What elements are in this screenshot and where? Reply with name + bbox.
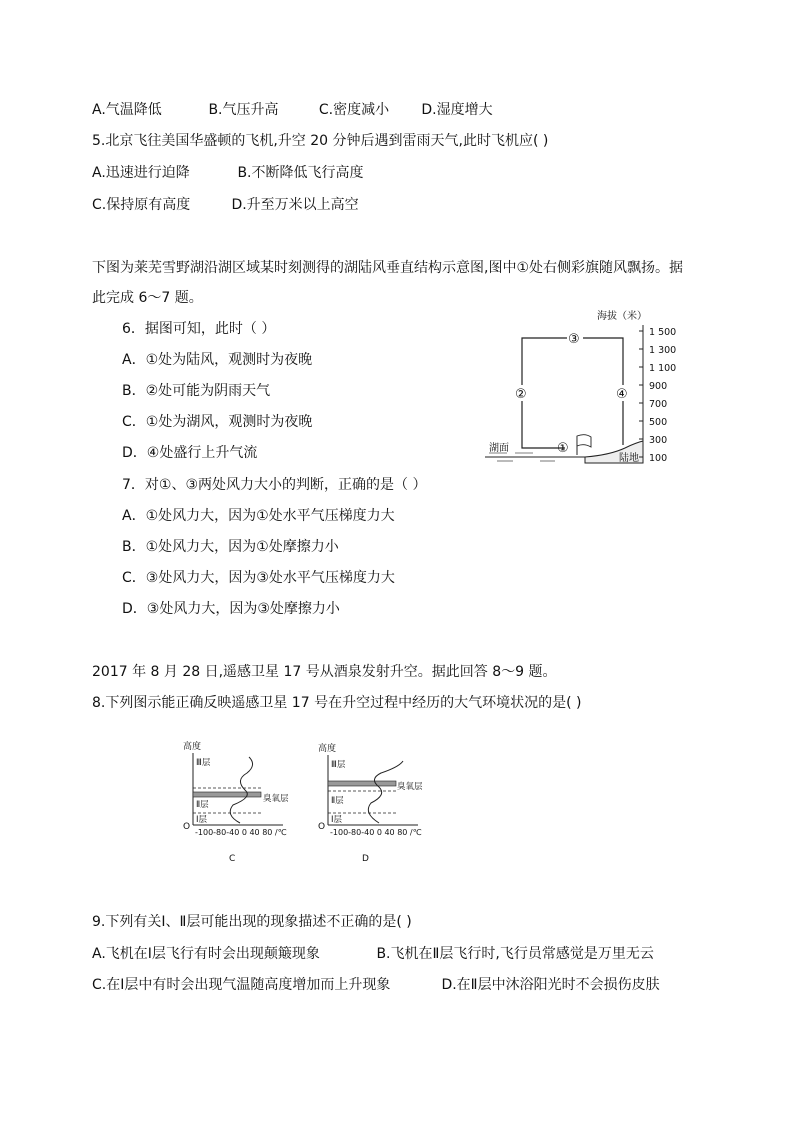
diagram-d (318, 742, 423, 864)
c-layer3: Ⅲ层 (196, 758, 211, 768)
q4-options (92, 100, 493, 120)
q8-stem: 8.下列图示能正确反映遥感卫星 17 号在升空过程中经历的大气环境状况的是( ) (92, 695, 582, 711)
q5-option-b: B.不断降低飞行高度 (237, 165, 364, 181)
tick-300: 300 (649, 435, 668, 446)
q9-option-a: A.飞机在Ⅰ层飞行有时会出现颠簸现象 (92, 946, 320, 962)
c-ozone-band (193, 792, 261, 797)
q9-option-d: D.在Ⅱ层中沐浴阳光时不会损伤皮肤 (441, 977, 660, 993)
d-x-ticks: -100-80-40 0 40 80 /℃ (330, 828, 422, 837)
q7-option-a: A．①处风力大，因为①处水平气压梯度力大 (122, 508, 395, 524)
tick-100: 100 (649, 453, 668, 464)
d-origin: O (318, 822, 326, 832)
q9-option-c: C.在Ⅰ层中有时会出现气温随高度增加而上升现象 (92, 977, 391, 993)
d-ozone-label: 臭氧层 (397, 782, 423, 792)
q5-option-d: D.升至万米以上高空 (231, 197, 359, 213)
c-ozone-label: 臭氧层 (263, 794, 289, 804)
intro-6-7-line1: 下图为莱芜雪野湖沿湖区域某时刻测得的湖陆风垂直结构示意图,图中①处右侧彩旗随风飘扬。据 (92, 260, 683, 276)
d-temperature-curve (368, 761, 403, 823)
q6-option-c: C．①处为湖风，观测时为夜晚 (122, 414, 313, 430)
d-layer2: Ⅱ层 (331, 796, 344, 806)
q5-stem: 5.北京飞往美国华盛顿的飞机,升空 20 分钟后遇到雷雨天气,此时飞机应( ) (92, 133, 549, 149)
q4-option-b: B.气压升高 (208, 102, 279, 118)
q7-option-d: D．③处风力大，因为③处摩擦力小 (122, 601, 340, 617)
d-layer1: Ⅰ层 (331, 815, 343, 825)
diagram-c (183, 740, 289, 864)
altitude-ticks (639, 331, 643, 457)
d-layer3: Ⅲ层 (331, 760, 346, 770)
c-origin: O (183, 822, 191, 832)
lake-land-breeze-diagram (485, 305, 695, 470)
tick-1300: 1 300 (649, 345, 677, 356)
q5-options-row2 (92, 195, 359, 215)
lake-label: 湖面 (489, 443, 509, 454)
atmosphere-diagrams (175, 735, 445, 870)
c-layer2: Ⅱ层 (196, 800, 209, 810)
q6-option-a: A．①处为陆风，观测时为夜晚 (122, 352, 313, 368)
q9-options-row2 (92, 975, 660, 995)
q6-option-d: D．④处盛行上升气流 (122, 445, 258, 461)
q4-option-d: D.湿度增大 (421, 102, 493, 118)
tick-500: 500 (649, 417, 668, 428)
q7-stem: 7．对①、③两处风力大小的判断，正确的是（ ） (122, 477, 427, 493)
altitude-axis-title: 海拔（米） (597, 311, 647, 322)
tick-1100: 1 100 (649, 363, 677, 374)
d-ozone-band (328, 781, 396, 786)
q4-option-c: C.密度减小 (318, 102, 390, 118)
q5-option-a: A.迅速进行迫降 (92, 165, 190, 181)
c-y-label: 高度 (183, 742, 202, 752)
marker-2: ② (515, 387, 527, 402)
land-label: 陆地 (619, 453, 639, 464)
marker-1: ① (557, 441, 569, 456)
c-layer1: Ⅰ层 (196, 815, 208, 825)
q5-option-c: C.保持原有高度 (92, 197, 191, 213)
circulation-loop (522, 338, 623, 448)
q9-option-b: B.飞机在Ⅱ层飞行时,飞行员常感觉是万里无云 (376, 946, 654, 962)
flag-icon (577, 435, 591, 447)
caption-c: C (229, 854, 236, 864)
c-x-ticks: -100-80-40 0 40 80 /℃ (195, 828, 287, 837)
tick-900: 900 (649, 381, 668, 392)
q7-option-b: B．①处风力大，因为①处摩擦力小 (122, 539, 339, 555)
marker-3: ③ (568, 332, 580, 347)
q5-options-row1 (92, 163, 364, 183)
intro-8-9: 2017 年 8 月 28 日,遥感卫星 17 号从酒泉发射升空。据此回答 8～9 题。 (92, 664, 557, 680)
q6-option-b: B．②处可能为阴雨天气 (122, 383, 271, 399)
caption-d: D (362, 854, 369, 864)
marker-4: ④ (616, 387, 628, 402)
q9-options-row1 (92, 944, 654, 964)
q7-option-c: C．③处风力大，因为③处水平气压梯度力大 (122, 570, 395, 586)
q6-stem: 6．据图可知，此时（ ） (122, 321, 276, 337)
tick-700: 700 (649, 399, 668, 410)
d-y-label: 高度 (318, 744, 337, 754)
q9-stem: 9.下列有关Ⅰ、Ⅱ层可能出现的现象描述不正确的是( ) (92, 914, 412, 930)
tick-1500: 1 500 (649, 327, 677, 338)
q4-option-a: A.气温降低 (92, 102, 162, 118)
intro-6-7-line2: 此完成 6～7 题。 (92, 290, 203, 306)
